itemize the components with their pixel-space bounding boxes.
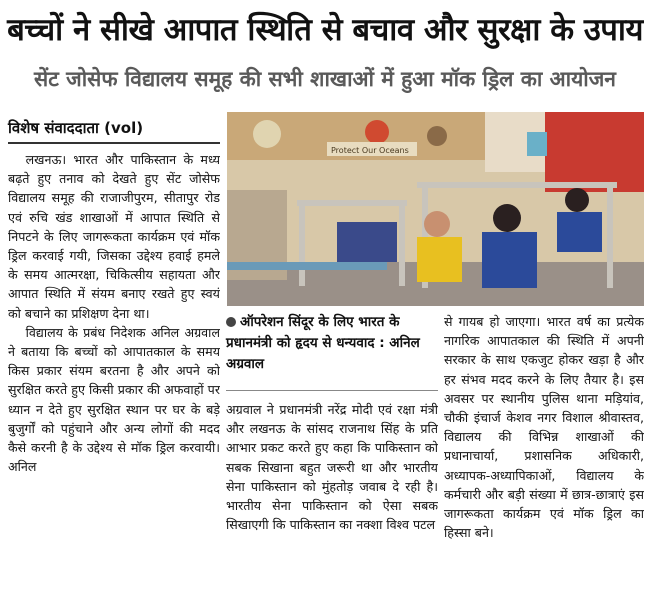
desk-top <box>417 182 617 188</box>
pullquote <box>226 312 438 384</box>
mural-shape <box>427 126 447 146</box>
paragraph-2: विद्यालय के प्रबंध निदेशक अनिल अग्रवाल ने बताया कि बच्चों को आपातकाल के समय किस प्रकार संयम बरतना है और अपने को सुरक्षित करते हुए किसी प्रकार की अफवाहों पर ध्यान न देते हुए सुरक्षित स्थान पर घर के बड़े बुजुर्गों को पहुंचाने और अन्य लोगों की मदद कैसे करनी है के उद्देश्य से मॉक ड्रिल करवायी। अनिल <box>8 324 220 475</box>
subheadline: सेंट जोसेफ विद्यालय समूह की सभी शाखाओं में हुआ मॉक ड्रिल का आयोजन <box>34 67 616 91</box>
poster <box>527 132 547 156</box>
curtain <box>545 112 644 192</box>
article-column-2 <box>226 400 438 600</box>
headline: बच्चों ने सीखे आपात स्थिति से बचाव और सुरक्षा के उपाय <box>7 12 643 48</box>
byline-rule <box>8 142 220 144</box>
mural-sign-text: Protect Our Oceans <box>331 146 409 155</box>
mural-shape <box>253 120 281 148</box>
child-head <box>493 204 521 232</box>
mural-crab <box>365 120 389 144</box>
byline: विशेष संवाददाता (vol) <box>8 119 144 137</box>
article-column-1 <box>8 150 220 600</box>
child-head <box>424 211 450 237</box>
pullquote-rule <box>226 390 438 391</box>
child-head <box>565 188 589 212</box>
column-2-text: अग्रवाल ने प्रधानमंत्री नरेंद्र मोदी एवं रक्षा मंत्री और लखनऊ के सांसद राजनाथ सिंह के प्रति आभार प्रकट करते हुए कहा कि पाकिस्तान को सबक सिखाना बहुत जरूरी था और भारतीय सेना पाकिस्तान को मुंहतोड़ जवाब दे रही है। भारतीय सेना पाकिस्तान को ऐसा सबक सिखाएगी कि पाकिस्तान का नक्शा विश्व पटल <box>226 402 438 533</box>
child-blue-shirt <box>557 212 602 252</box>
child-yellow-shirt <box>417 237 462 282</box>
bullet-icon <box>226 317 236 327</box>
desk-blue-top <box>227 262 387 270</box>
desk-leg <box>607 188 613 288</box>
classroom-drill-photo <box>227 112 644 306</box>
news-photo <box>227 112 644 306</box>
article-column-3 <box>444 312 644 600</box>
desk-leg <box>299 206 305 286</box>
desk-top <box>297 200 407 206</box>
column-3-text: से गायब हो जाएगा। भारत वर्ष का प्रत्येक नागरिक आपातकाल की स्थिति में अपनी सरकार के साथ एकजुट होकर खड़ा है और हर संभव मदद करने के लिए तैयार है। इस अवसर पर स्थानीय पुलिस थाना मड़ियांव, चौकी इंचार्ज केशव नगर विशाल श्रीवास्तव, विद्यालय की विभिन्न शाखाओं की प्रधानाचार्या, प्रशासनिक अधिकारी, अध्यापक-अध्यापिकाओं, विद्यालय के कर्मचारी और बड़ी संख्या में छात्र-छात्राएं इस जागरूकता कार्यक्रम एवं मॉक ड्रिल का हिस्सा बने। <box>444 314 644 541</box>
child-blue-shirt <box>482 232 537 288</box>
desk-leg <box>399 206 405 286</box>
pullquote-text: ऑपरेशन सिंदूर के लिए भारत के प्रधानमंत्री को हृदय से धन्यवाद : अनिल अग्रवाल <box>226 314 420 372</box>
school-bag <box>337 222 397 262</box>
paragraph-1: लखनऊ। भारत और पाकिस्तान के मध्य बढ़ते हुए तनाव को देखते हुए सेंट जोसेफ विद्यालय समूह की राजाजीपुरम, सीतापुर रोड एवं रुचि खंड शाखाओं में आपात स्थिति से निपटने के लिए जागरूकता कार्यक्रम एवं मॉक ड्रिल करवाई गयी, जिसका उद्देश्य हवाई हमले के समय आत्मरक्षा, चिकित्सीय सहायता और आपात स्थिति में संयम बनाए रखते हुए स्वयं को बचाने का प्रशिक्षण देना था। <box>8 152 220 321</box>
